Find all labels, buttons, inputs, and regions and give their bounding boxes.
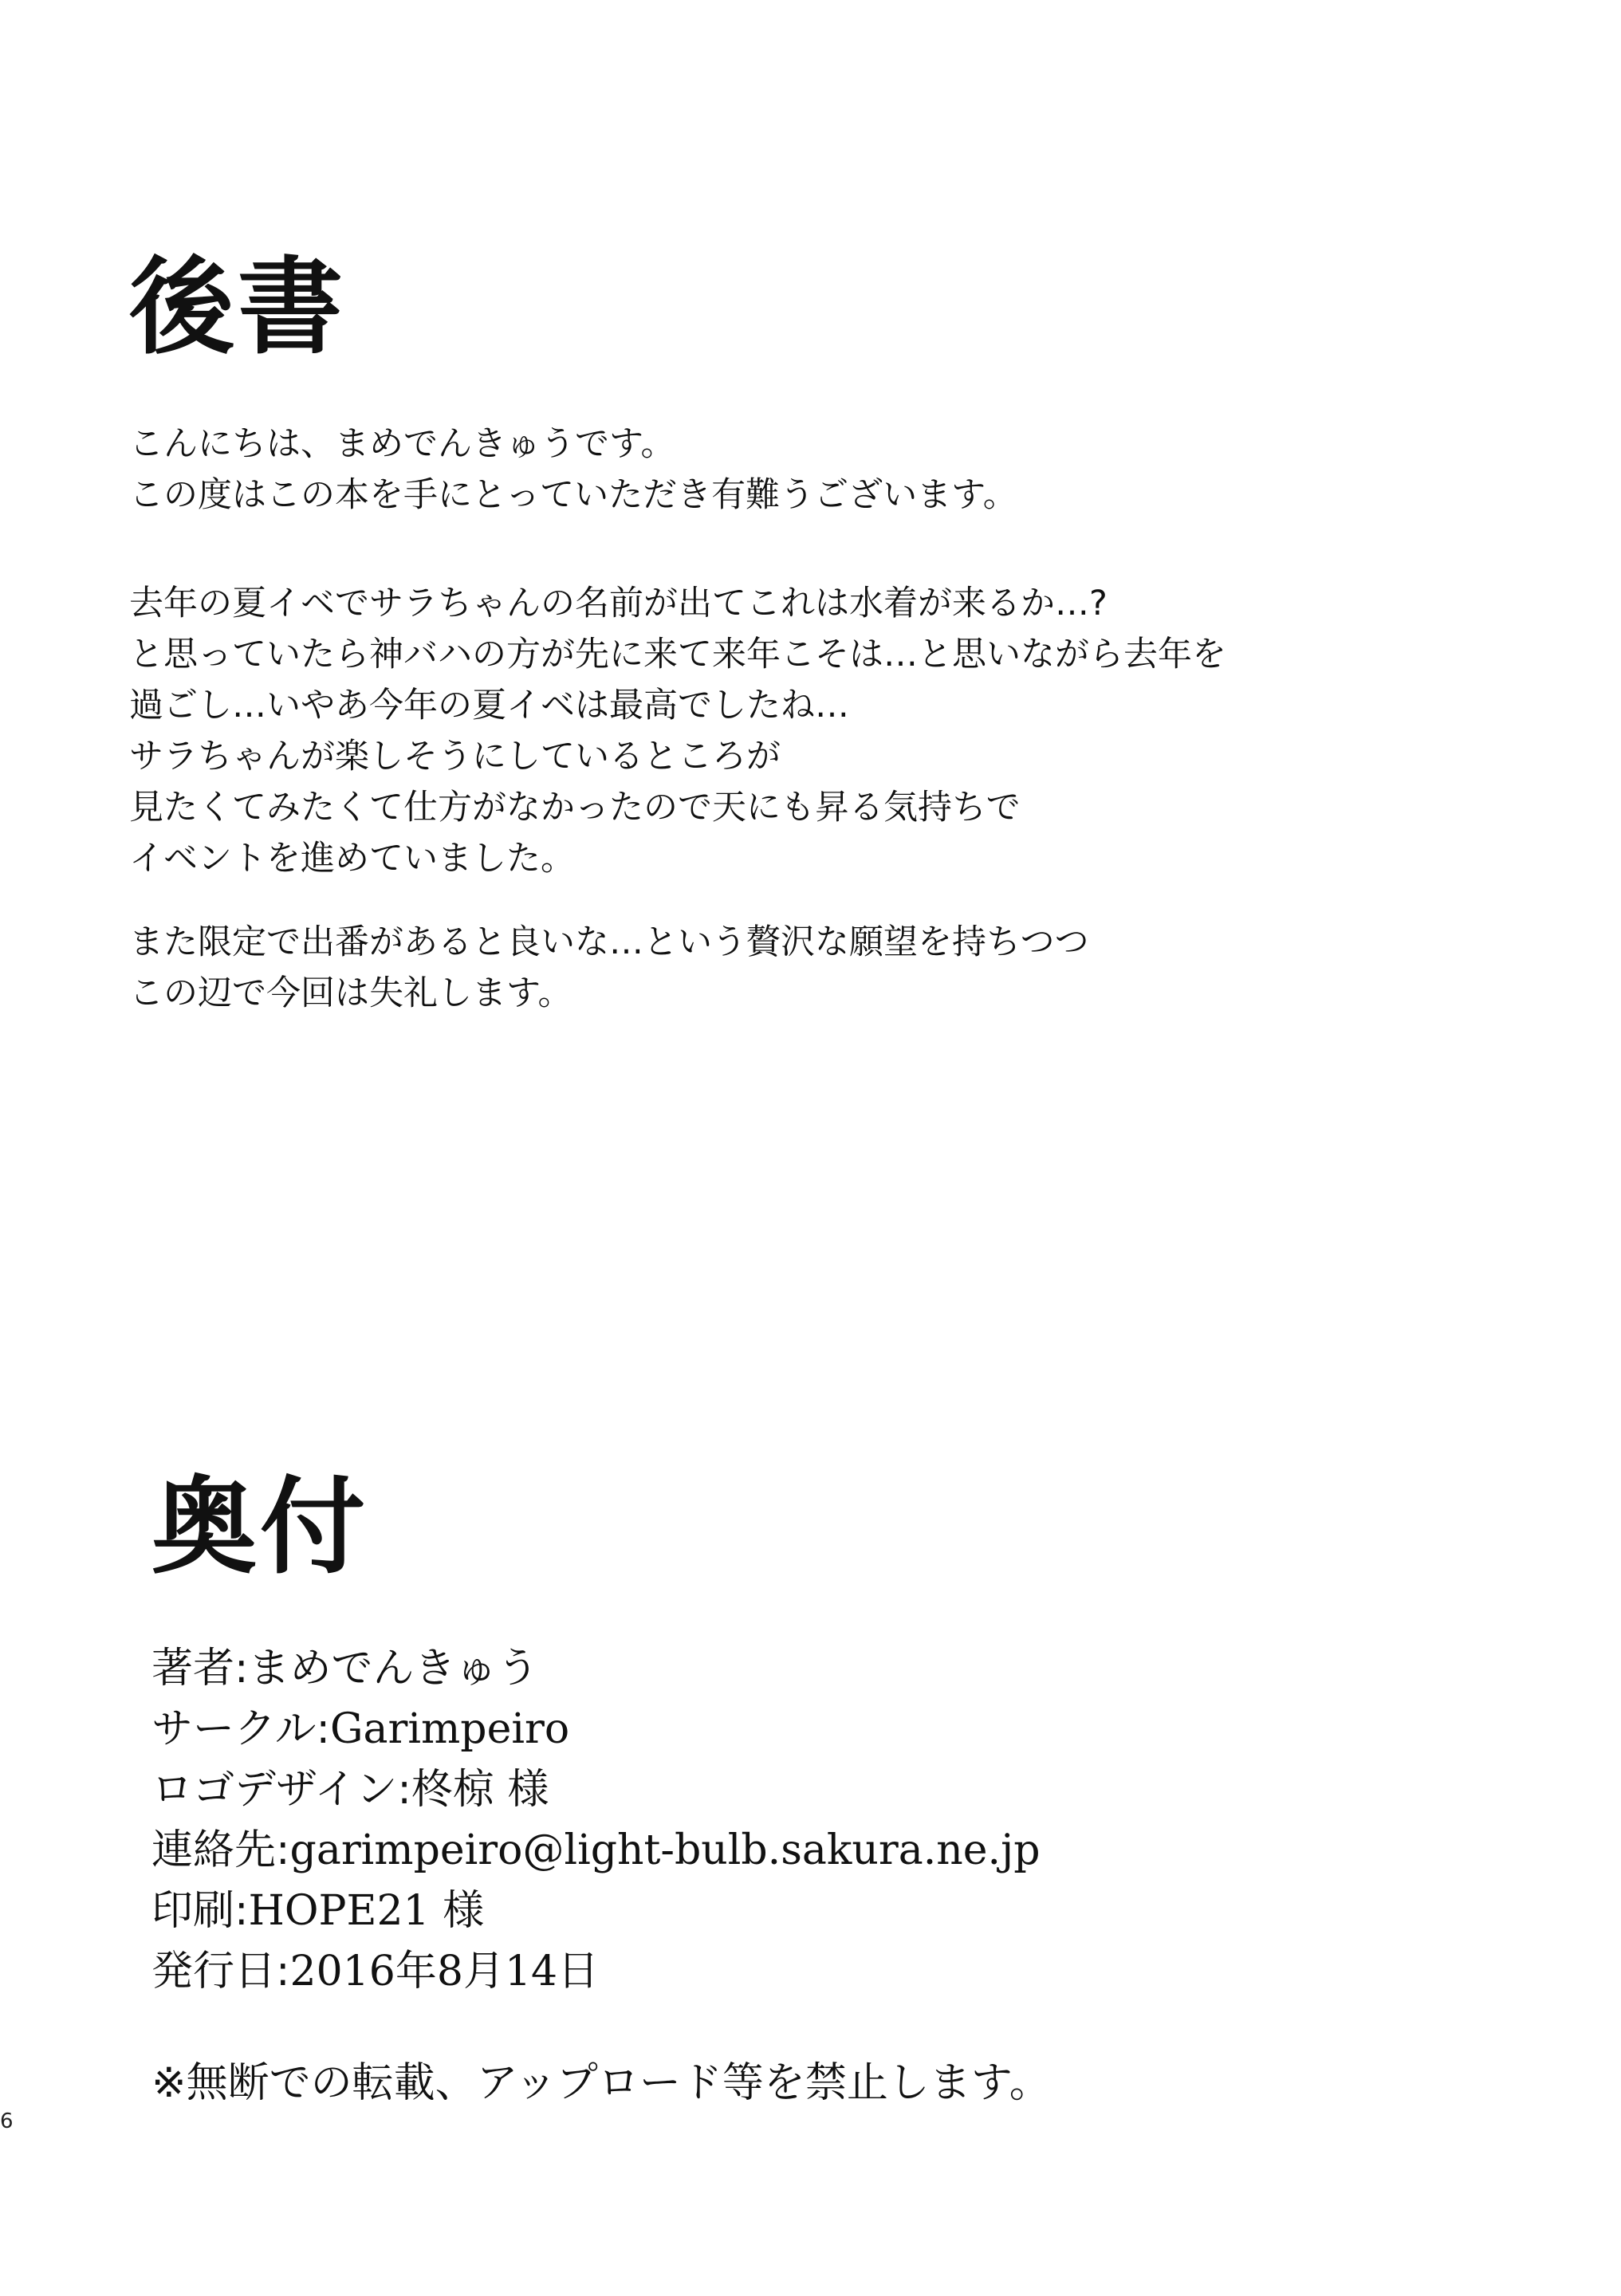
text-line: 去年の夏イベでサラちゃんの名前が出てこれは水着が来るか…? — [129, 584, 1108, 623]
reproduction-notice: ※無断での転載、アップロード等を禁止します。 — [151, 2059, 1051, 2107]
page-number: 6 — [0, 2109, 14, 2133]
colophon-value: HOPE21 様 — [248, 1887, 485, 1935]
colophon-row-contact — [151, 1820, 1040, 1881]
colophon-row-circle — [151, 1699, 1040, 1759]
colophon-label: 著者: — [151, 1645, 249, 1693]
colophon-value: 柊椋 様 — [411, 1766, 549, 1814]
afterword-paragraph-1 — [129, 419, 1017, 521]
colophon-label: サークル: — [151, 1705, 330, 1753]
text-line: サラちゃんが楽しそうにしているところが — [129, 737, 781, 776]
colophon-label: 発行日: — [151, 1948, 290, 1995]
colophon-value: 2016年8月14日 — [289, 1948, 600, 1995]
afterword-paragraph-2 — [129, 578, 1226, 884]
afterword-title: 後書 — [129, 246, 346, 369]
colophon-row-publish-date — [151, 1941, 1040, 2002]
text-line: と思っていたら神バハの方が先に来て来年こそは…と思いながら去年を — [129, 635, 1226, 674]
colophon-value: Garimpeiro — [329, 1705, 570, 1753]
text-line: また限定で出番があると良いな…という贅沢な願望を持ちつつ — [129, 922, 1089, 962]
text-line: この辺で今回は失礼します。 — [129, 973, 572, 1013]
text-line: こんにちは、まめでんきゅうです。 — [129, 424, 675, 464]
colophon-label: 印刷: — [151, 1887, 249, 1935]
colophon-row-printer — [151, 1881, 1040, 1941]
text-line: 見たくてみたくて仕方がなかったので天にも昇る気持ちで — [129, 788, 1021, 828]
text-line: この度はこの本を手にとっていただき有難うございます。 — [129, 475, 1017, 515]
text-line: イベントを進めていました。 — [129, 839, 575, 879]
colophon-value: まめでんきゅう — [248, 1645, 539, 1693]
afterword-paragraph-3 — [129, 917, 1089, 1019]
colophon-list — [151, 1638, 1040, 2002]
text-line: 過ごし…いやあ今年の夏イベは最高でしたね… — [129, 686, 849, 725]
colophon-row-logo-design — [151, 1759, 1040, 1820]
colophon-title: 奥付 — [151, 1466, 368, 1589]
colophon-label: 連絡先: — [151, 1826, 290, 1874]
colophon-row-author — [151, 1638, 1040, 1699]
colophon-label: ロゴデザイン: — [151, 1766, 411, 1814]
colophon-value: garimpeiro@light-bulb.sakura.ne.jp — [289, 1826, 1041, 1874]
